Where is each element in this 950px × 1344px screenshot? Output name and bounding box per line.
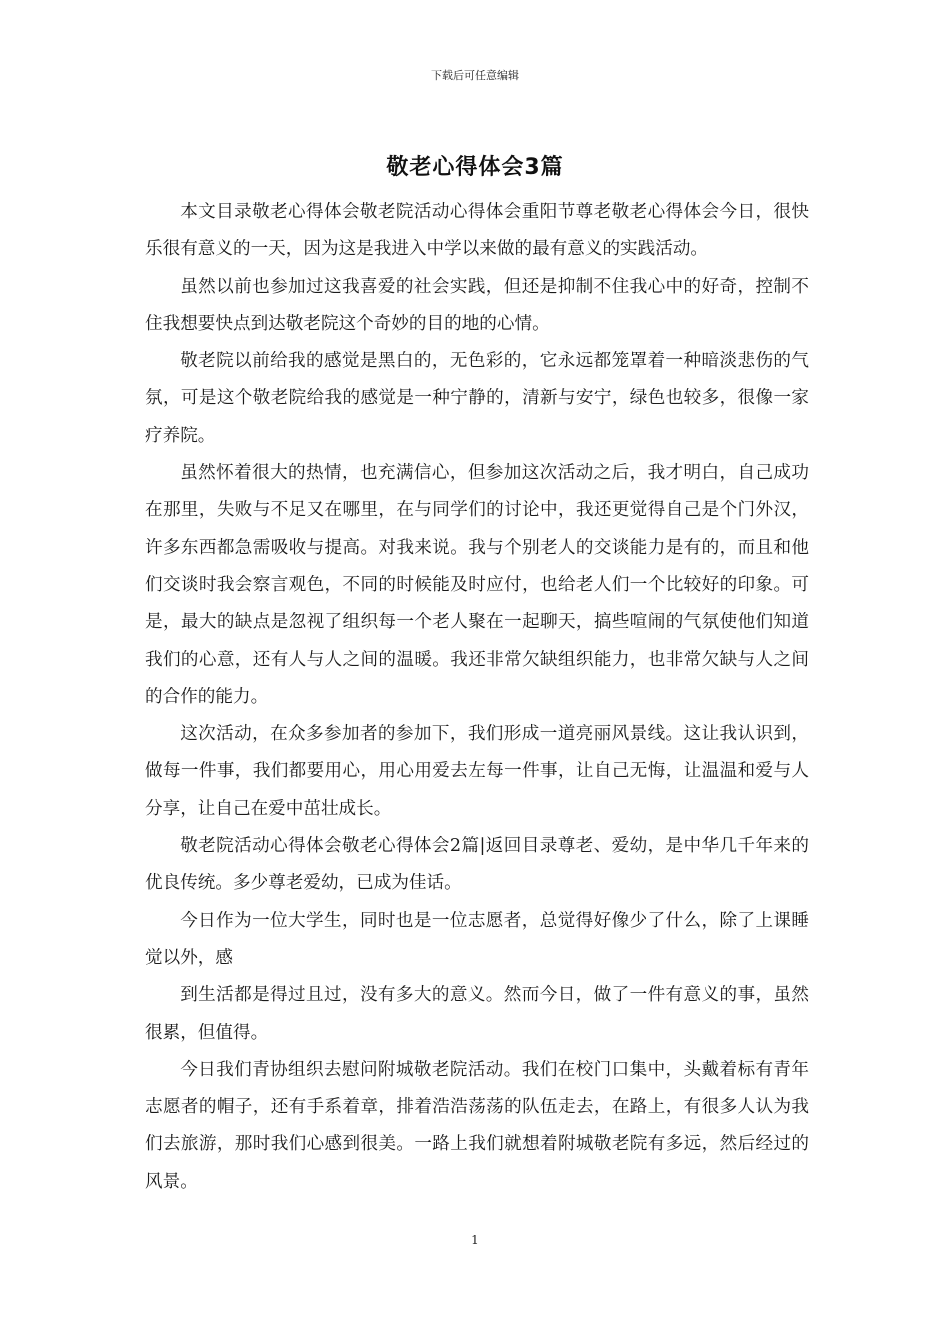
paragraph: 敬老院活动心得体会敬老心得体会2篇|返回目录尊老、爱幼，是中华几千年来的优良传统。多少尊老爱幼，已成为佳话。	[145, 836, 809, 894]
paragraph: 这次活动，在众多参加者的参加下，我们形成一道亮丽风景线。这让我认识到，做每一件事，我们都要用心，用心用爱去左每一件事，让自己无悔，让温温和爱与人分享，让自己在爱中茁壮成长。	[145, 724, 809, 819]
paragraph: 今日我们青协组织去慰问附城敬老院活动。我们在校门口集中，头戴着标有青年志愿者的帽子，还有手系着章，排着浩浩荡荡的队伍走去，在路上，有很多人认为我们去旅游，那时我们心感到很美。一路上我们就想着附城敬老院有多远，然后经过的风景。	[145, 1059, 809, 1192]
header-note: 下载后可任意编辑	[431, 69, 519, 82]
paragraph: 敬老院以前给我的感觉是黑白的，无色彩的，它永远都笼罩着一种暗淡悲伤的气氛，可是这个敬老院给我的感觉是一种宁静的，清新与安宁，绿色也较多，很像一家疗养院。	[145, 351, 809, 446]
paragraph: 虽然以前也参加过这我喜爱的社会实践，但还是抑制不住我心中的好奇，控制不住我想要快点到达敬老院这个奇妙的目的地的心情。	[145, 276, 809, 334]
page-number: 1	[471, 1233, 479, 1247]
paragraph: 本文目录敬老心得体会敬老院活动心得体会重阳节尊老敬老心得体会今日，很快乐很有意义的一天，因为这是我进入中学以来做的最有意义的实践活动。	[145, 202, 809, 260]
page-title: 敬老心得体会3篇	[386, 155, 564, 180]
document-body	[145, 194, 809, 1201]
paragraph: 虽然怀着很大的热情，也充满信心，但参加这次活动之后，我才明白，自己成功在那里，失败与不足又在哪里，在与同学们的讨论中，我还更觉得自己是个门外汉，许多东西都急需吸收与提高。对我来说。我与个别老人的交谈能力是有的，而且和他们交谈时我会察言观色，不同的时候能及时应付，也给老人们一个比较好的印象。可是，最大的缺点是忽视了组织每一个老人聚在一起聊天，搞些喧闹的气氛使他们知道我们的心意，还有人与人之间的温暖。我还非常欠缺组织能力，也非常欠缺与人之间的合作的能力。	[145, 463, 809, 707]
paragraph: 今日作为一位大学生，同时也是一位志愿者，总觉得好像少了什么，除了上课睡觉以外，感	[145, 910, 809, 968]
paragraph: 到生活都是得过且过，没有多大的意义。然而今日，做了一件有意义的事，虽然很累，但值得。	[145, 985, 809, 1043]
